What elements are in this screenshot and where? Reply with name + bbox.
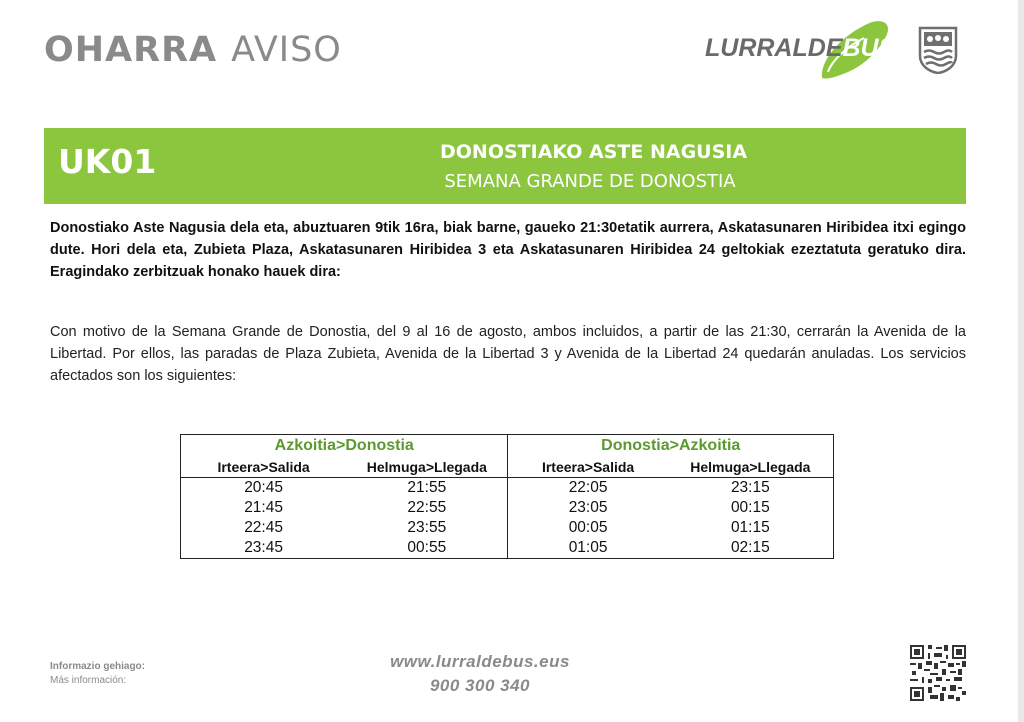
- notice-text-basque: Donostiako Aste Nagusia dela eta, abuztuaren 9tik 16ra, biak barne, gaueko 21:30etatik aurrera, Askatasunaren Hiribidea itxi egingo dute. Hori dela eta, Zubieta Plaza, Askatasunaren Hiribidea 3 eta Askatasunaren Hiribidea 24 geltokiak ezeztatuta geratuko dira. Eragindako zerbitzuak honako hauek dira:: [50, 220, 966, 280]
- logo-text-main: LURRALDE: [705, 34, 843, 62]
- banner-title-spanish: SEMANA GRANDE DE DONOSTIA: [444, 171, 736, 192]
- column-header-row: [181, 457, 834, 478]
- arrival-time: 02:15: [668, 538, 834, 559]
- website-link[interactable]: www.lurraldebus.eus: [390, 652, 570, 671]
- arrival-header-outbound: Helmuga>Llegada: [346, 457, 508, 478]
- phone-number: 900 300 340: [429, 676, 531, 695]
- more-info-spanish: Más información:: [50, 675, 127, 686]
- more-info-label: [50, 660, 145, 688]
- notice-text-spanish: Con motivo de la Semana Grande de Donostia, del 9 al 16 de agosto, ambos incluidos, a partir de las 21:30, cerrarán la Avenida de la Libertad. Por ellos, las paradas de Plaza Zubieta, Avenida de la Libertad 3 y Avenida de la Libertad 24 quedarán anuladas. Los servicios afectados son los siguientes:: [50, 324, 966, 384]
- departure-time: 21:45: [181, 498, 347, 518]
- lurraldebus-logo: [702, 20, 896, 80]
- departure-time: 23:05: [508, 498, 668, 518]
- table-row: [181, 518, 834, 538]
- title-basque: OHARRA: [44, 30, 218, 70]
- arrival-header-return: Helmuga>Llegada: [668, 457, 834, 478]
- contact-block: [380, 650, 580, 698]
- route-code: UK01: [58, 142, 157, 181]
- departure-time: 23:45: [181, 538, 347, 559]
- table-row: [181, 478, 834, 499]
- arrival-time: 01:15: [668, 518, 834, 538]
- banner-title-basque: DONOSTIAKO ASTE NAGUSIA: [440, 141, 748, 163]
- more-info-basque: Informazio gehiago:: [50, 661, 145, 672]
- arrival-time: 00:55: [346, 538, 508, 559]
- logo-text-accent: BUS: [842, 34, 896, 62]
- arrival-time: 22:55: [407, 499, 447, 516]
- gipuzkoa-shield-icon: [918, 26, 958, 74]
- departure-header-return: Irteera>Salida: [508, 457, 668, 478]
- table-row: [181, 498, 834, 518]
- route-banner: [44, 128, 966, 204]
- qr-code-icon: [910, 645, 966, 701]
- title-spanish: AVISO: [231, 30, 342, 70]
- departure-time: 01:05: [508, 538, 668, 559]
- departure-time: 20:45: [181, 478, 347, 499]
- page-edge: [1018, 0, 1024, 722]
- departure-time: 00:05: [508, 518, 668, 538]
- arrival-time: 23:55: [407, 519, 447, 536]
- departure-time: 22:45: [181, 518, 347, 538]
- departure-time: 22:05: [508, 478, 668, 499]
- arrival-time: 21:55: [407, 479, 447, 496]
- table-row: [181, 538, 834, 559]
- departure-header-outbound: Irteera>Salida: [181, 457, 347, 478]
- direction-title-row: [181, 435, 834, 458]
- arrival-time: 23:15: [668, 478, 834, 499]
- schedule-table: [180, 434, 834, 559]
- page-title: [44, 30, 342, 70]
- direction-title-outbound: Azkoitia>Donostia: [181, 435, 508, 458]
- direction-title-return: Donostia>Azkoitia: [508, 435, 834, 458]
- logo-text: [705, 34, 895, 63]
- arrival-time: 00:15: [668, 498, 834, 518]
